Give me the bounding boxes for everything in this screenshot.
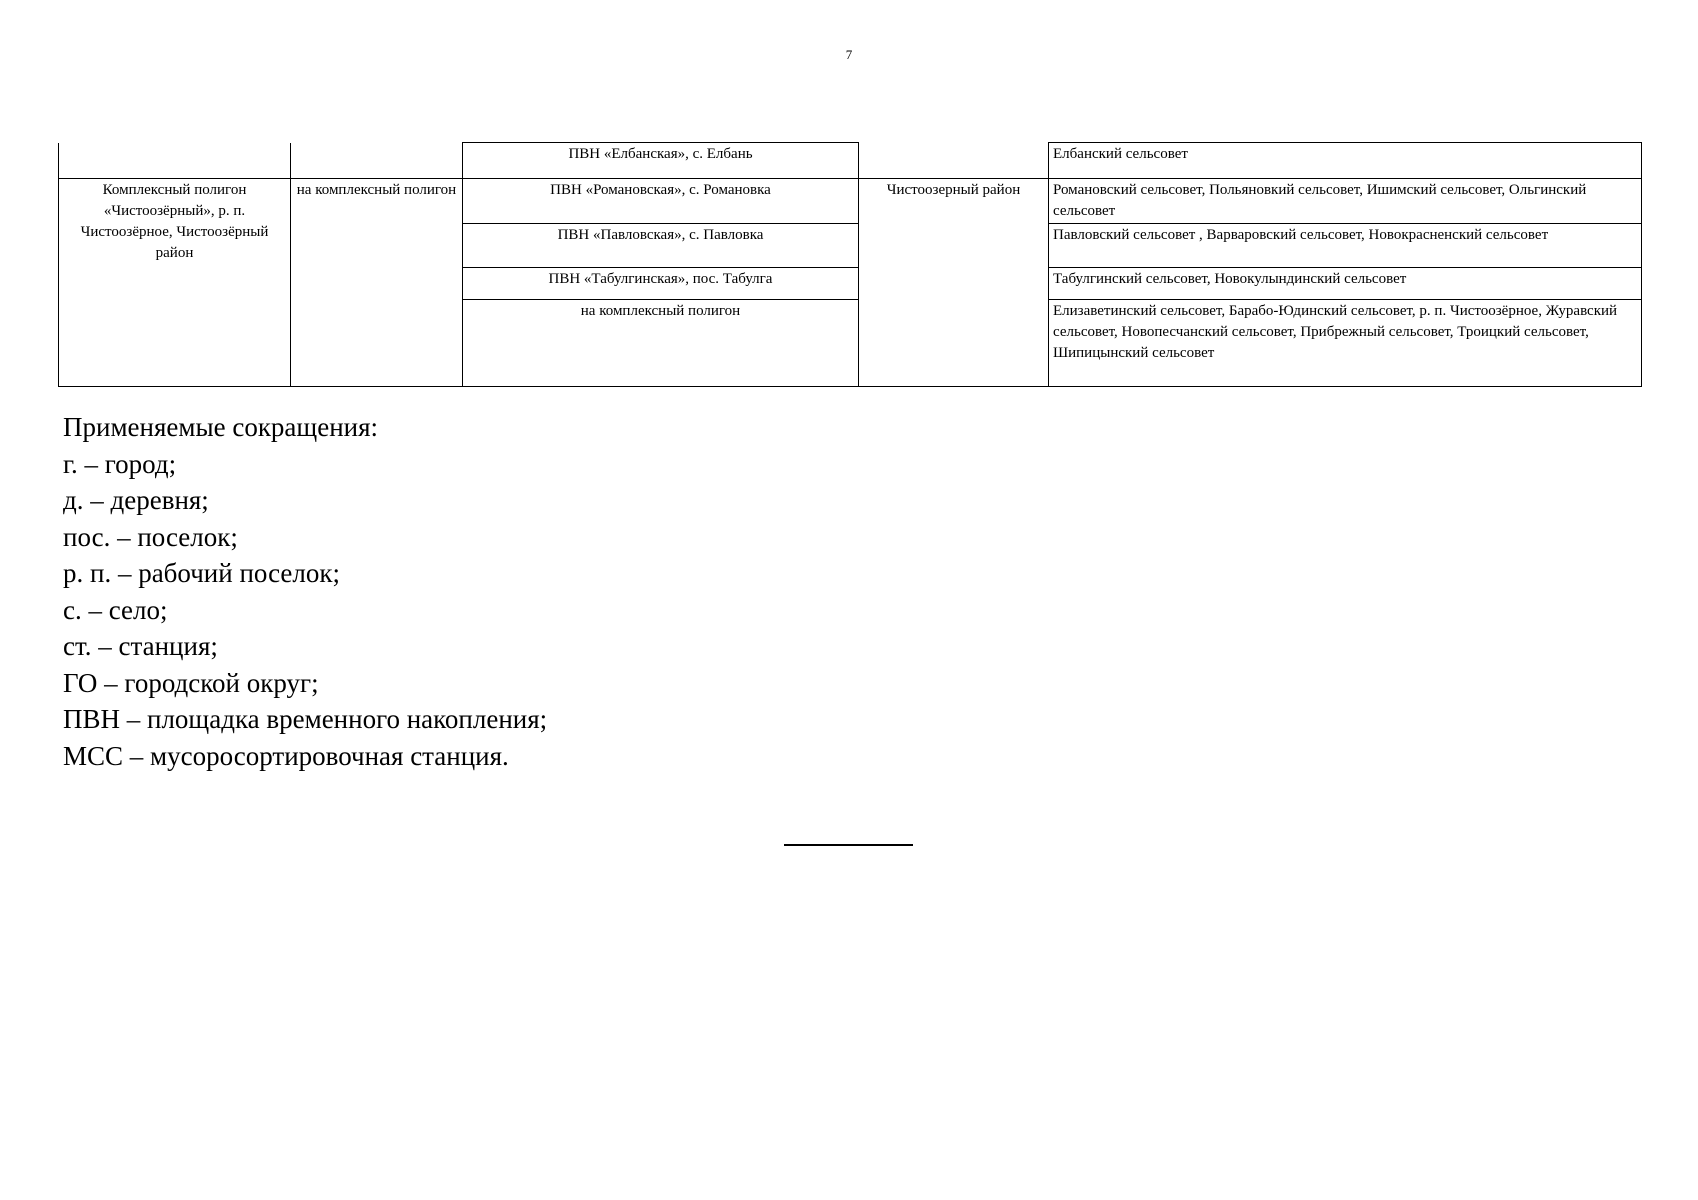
abbreviation-item: г. – город; <box>63 448 177 479</box>
empty-cell <box>859 143 1049 179</box>
settlements-cell: Елизаветинский сельсовет, Барабо-Юдинский сельсовет, р. п. Чистоозёрное, Журавский сельсовет, Новопесчанский сельсовет, Прибрежный сельсовет, Троицкий сельсовет, Шипицынский сельсовет <box>1049 300 1642 387</box>
table-row <box>59 143 1642 179</box>
settlements-cell: Елбанский сельсовет <box>1049 143 1642 179</box>
settlements-cell: Павловский сельсовет , Варваровский сельсовет, Новокрасненский сельсовет <box>1049 224 1642 268</box>
waste-routing-table <box>58 142 1642 387</box>
abbreviation-item: пос. – поселок; <box>63 521 238 552</box>
abbreviation-item: ст. – станция; <box>63 631 218 661</box>
settlements-cell: Табулгинский сельсовет, Новокулындинский сельсовет <box>1049 268 1642 300</box>
polygon-cell: Комплексный полигон «Чистоозёрный», р. п. Чистоозёрное, Чистоозёрный район <box>59 179 291 387</box>
abbreviation-item: д. – деревня; <box>63 485 209 515</box>
abbreviation-item: ГО – городской округ; <box>63 667 319 698</box>
collection-site-cell: ПВН «Павловская», с. Павловка <box>463 224 859 268</box>
abbreviation-item: с. – село; <box>63 594 168 625</box>
abbreviation-item: ПВН – площадка временного накопления; <box>63 704 548 734</box>
end-of-document-rule <box>784 844 913 846</box>
abbreviations-heading: Применяемые сокращения: <box>63 412 379 442</box>
collection-site-cell: ПВН «Елбанская», с. Елбань <box>463 143 859 179</box>
abbreviations-block <box>63 409 547 774</box>
table-row <box>59 179 1642 224</box>
destination-cell: на комплексный полигон <box>291 179 463 387</box>
collection-site-cell: на комплексный полигон <box>463 300 859 387</box>
settlements-cell: Романовский сельсовет, Польяновкий сельсовет, Ишимский сельсовет, Ольгинский сельсовет <box>1049 179 1642 224</box>
collection-site-cell: ПВН «Романовская», с. Романовка <box>463 179 859 224</box>
empty-cell <box>291 143 463 179</box>
abbreviation-item: МСС – мусоросортировочная станция. <box>63 740 509 771</box>
district-cell: Чистоозерный район <box>859 179 1049 387</box>
empty-cell <box>59 143 291 179</box>
page-number: 7 <box>845 47 853 62</box>
collection-site-cell: ПВН «Табулгинская», пос. Табулга <box>463 268 859 300</box>
abbreviation-item: р. п. – рабочий поселок; <box>63 558 340 588</box>
